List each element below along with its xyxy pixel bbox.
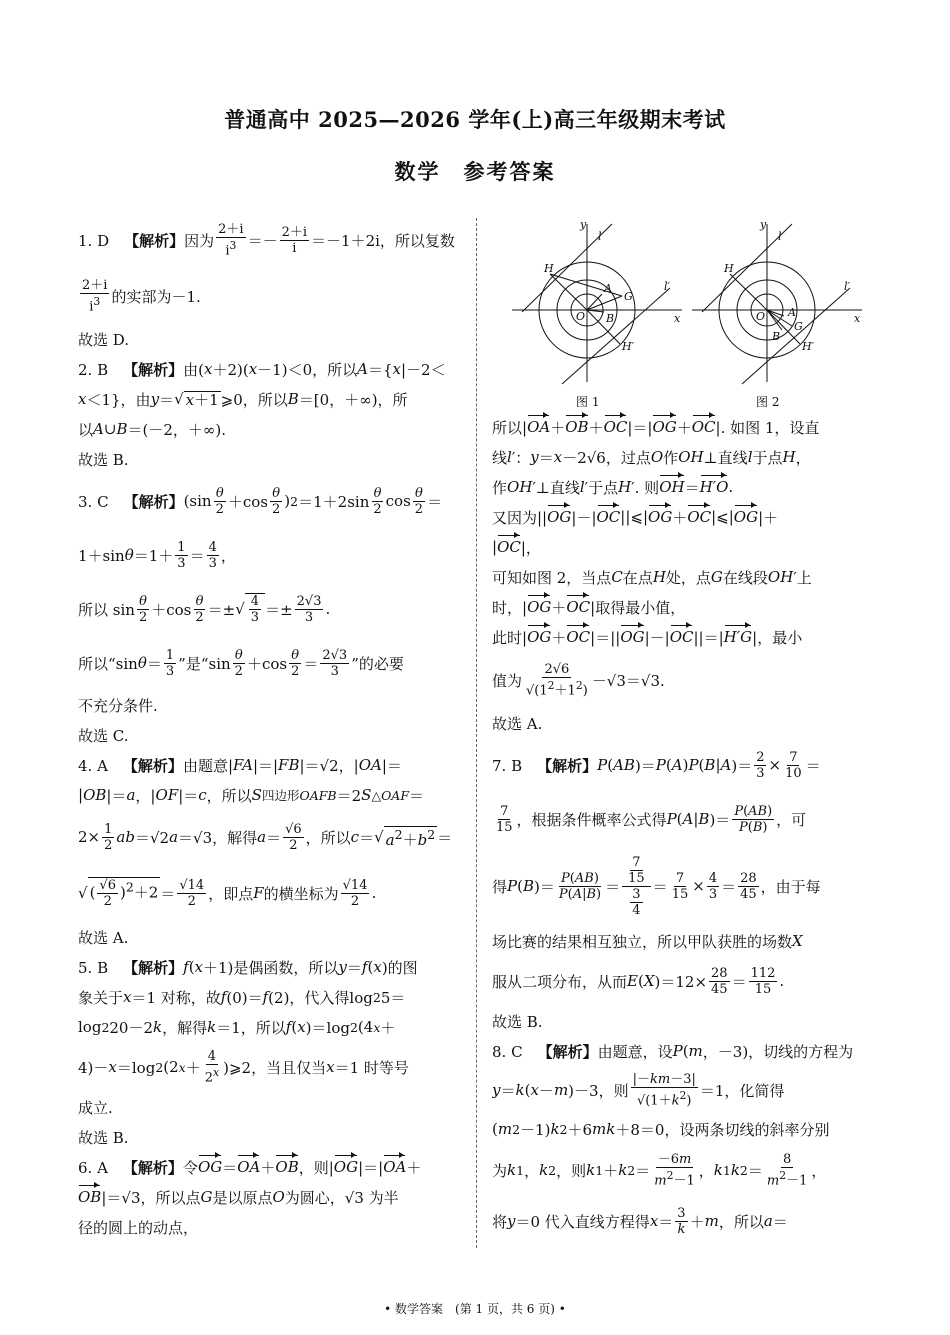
answer-line: 故选 A. (78, 928, 129, 947)
svg-text:B: B (606, 312, 615, 325)
answer-line: 为 k 1 ， k 2 ，则 k 1 ＋ k 2 ＝ $\frac{-6m}{m^2-1}$ ， k 1 k 2 ＝ $\frac{8}{m^2-1}$ ， (492, 1151, 827, 1189)
exam-title: 普通高中 2025—2026 学年(上)高三年级期末考试 (224, 107, 726, 132)
svg-text:A: A (788, 306, 796, 319)
answer-line: 线 l ′： y ＝ x －2√6，过点 O 作 OH ⊥直线 l 于点 H ， (492, 448, 811, 467)
svg-text:O: O (576, 310, 586, 323)
answer-line: 所以| OA ＋ OB ＋ OC |＝| OG ＋ OC |. 如图 1，设直 (492, 418, 820, 437)
answer-line: 将 y ＝0 代入直线方程得 x ＝ $\frac{3}{k}$ ＋ m ，所以 a ＝ (492, 1205, 788, 1237)
answer-line: x ＜1}，由 y ＝ √ x＋1 ⩾0，所以 B ＝[0，＋∞)，所 (78, 390, 408, 409)
answer-line: 可知如图 2，当点 C 在点 H 处，点 G 在线段 OH ′上 (492, 568, 812, 587)
answer-line: 所以“sin θ ＝ $\frac{1}{3}$ ”是“sin $\frac{\theta}{2}$ ＋cos $\frac{\theta}{2}$ ＝ $\frac{2√3}{3}$ ”的必要 (78, 647, 404, 679)
answer-line: 场比赛的结果相互独立，所以甲队获胜的场数 X (492, 932, 803, 951)
answer-line: 3. C 【解析】 (sin $\frac{\theta}{2}$ ＋cos $\frac{\theta}{2}$ ) 2 ＝1＋2sin $\frac{\theta}{2}$ cos $\frac{\theta}{2}$ ＝ (78, 485, 443, 517)
answer-line: $\frac{7}{15}$ ，根据条件概率公式得 P ( A | B )＝ $\frac{P(AB)}{P(B)}$ ，可 (496, 803, 807, 835)
answer-line: 4)－ x ＝log 2 (2 x ＋ $\frac{4}{2^x}$ )⩾2，当且仅当 x ＝1 时等号 (78, 1048, 409, 1086)
answer-line: 7. B 【解析】 P ( AB )＝ P ( A ) P ( B | A )＝ $\frac{2}{3}$ × $\frac{7}{10}$ ＝ (492, 749, 821, 781)
answer-line: 时，| OG ＋ OC |取得最小值， (492, 598, 686, 617)
svg-text:x: x (674, 312, 681, 325)
answer-line: log 2 20－2 k ，解得 k ＝1，所以 f ( x )＝log 2 (4 x ＋ (78, 1018, 396, 1037)
answer-line: 故选 B. (492, 1012, 543, 1031)
svg-text:l′: l′ (664, 280, 671, 293)
answer-line: √ ( $\frac{√6}{2}$ )$^2$＋2 ＝ $\frac{√14}{2}$ ，即点 F 的横坐标为 $\frac{√14}{2}$ . (78, 877, 377, 909)
svg-text:H′: H′ (622, 340, 635, 353)
answer-line: 故选 D. (78, 330, 130, 349)
answer-line: 径的圆上的动点， (78, 1218, 199, 1237)
answer-line: 作 OH ′⊥直线 l ′于点 H ′. 则 OH ＝ H′O . (492, 478, 734, 497)
answer-line: 8. C 【解析】 由题意，设 P ( m ，－3)，切线的方程为 (492, 1042, 854, 1061)
answer-line: 故选 A. (492, 714, 543, 733)
column-divider (476, 218, 477, 1248)
answer-line: 4. A 【解析】 由题意| FA |＝| FB |＝√2，| OA |＝ (78, 756, 402, 775)
figure-1 (512, 224, 682, 384)
answer-line: 以 A ∪ B ＝(－2，＋∞). (78, 420, 226, 439)
svg-text:l: l (598, 230, 602, 243)
svg-text:H: H (724, 262, 734, 275)
figure-1-caption: 图 1 (576, 395, 600, 409)
svg-text:B: B (772, 330, 781, 343)
left-column (78, 212, 460, 1242)
answer-line: 不充分条件. (78, 696, 158, 715)
figures (492, 212, 874, 412)
svg-text:G: G (794, 320, 803, 333)
answer-line: 6. A 【解析】 令 OG ＝ OA ＋ OB ，则| OG |＝| OA ＋ (78, 1158, 422, 1177)
figure-pair (492, 212, 872, 412)
answer-line: 2× $\frac{1}{2}$ ab ＝√2 a ＝√3，解得 a ＝ $\frac{√6}{2}$ ，所以 c ＝ √ $a^2+b^2$ ＝ (78, 821, 453, 853)
answer-line: 此时| OG ＋ OC |＝|| OG |－| OC ||＝| H′G |，最小 (492, 628, 803, 647)
answer-line: 服从二项分布，从而 E ( X )＝12× $\frac{28}{45}$ ＝ $\frac{112}{15}$ . (492, 965, 785, 997)
answer-line: OB |＝√3，所以点 G 是以原点 O 为圆心，√3 为半 (78, 1188, 399, 1207)
answer-line: 故选 B. (78, 450, 129, 469)
svg-text:l: l (778, 230, 782, 243)
answer-line: 5. B 【解析】 f ( x ＋1)是偶函数，所以 y ＝ f ( x )的图 (78, 958, 418, 977)
answer-line: y ＝ k ( x － m )－3，则 $\frac{|-km-3|}{√(1+k^2)}$ ＝1，化简得 (492, 1071, 785, 1109)
answer-line: 象关于 x ＝1 对称，故 f (0)＝ f (2)，代入得log 2 5＝ (78, 988, 406, 1007)
svg-text:G: G (624, 290, 633, 303)
answer-line: | OB |＝ a ，| OF |＝ c ，所以 S 四边形OAFB ＝2 S △OAF ＝ (78, 786, 425, 805)
answer-line: 故选 C. (78, 726, 129, 745)
answer-line: 2. B 【解析】 由( x ＋2)( x －1)＜0，所以 A ＝{ x |－2＜ (78, 360, 446, 379)
answer-line: 成立. (78, 1098, 113, 1117)
right-column (492, 212, 874, 1246)
svg-text:H′: H′ (802, 340, 815, 353)
exam-subtitle: 数学 参考答案 (394, 159, 556, 184)
svg-text:H: H (544, 262, 554, 275)
page-footer: • 数学答案 (第 1 页，共 6 页) • (384, 1302, 566, 1316)
svg-text:y: y (580, 218, 587, 231)
answer-line: 1. D 【解析】 因为 $\frac{2+i}{i^3}$ ＝－ $\frac{2+i}{i}$ ＝－1＋2i，所以复数 (78, 221, 455, 259)
answer-line: 又因为|| OG |－| OC ||⩽| OG ＋ OC |⩽| OG |＋ (492, 508, 779, 527)
answer-line: 所以 sin $\frac{\theta}{2}$ ＋cos $\frac{\theta}{2}$ ＝± √ $\frac{4}{3}$ ＝± $\frac{2√3}{3}$ . (78, 593, 331, 625)
answer-line: 故选 B. (78, 1128, 129, 1147)
figure-2 (692, 224, 862, 384)
svg-text:x: x (854, 312, 861, 325)
answer-line: 得 P ( B )＝ $\frac{P(AB)}{P(A|B)}$ ＝ $\frac{\frac{7}{15}}{\frac{3}{4}}$ ＝ $\frac{7}{15}$ × $\frac{4}{3}$ ＝ $\frac{28}{45}$ ，由于每 (492, 854, 821, 918)
svg-text:l′: l′ (844, 280, 851, 293)
answer-line: | OC |， (492, 538, 541, 557)
answer-line: ( m 2 －1) k 2 ＋6 mk ＋8＝0，设两条切线的斜率分别 (492, 1120, 830, 1139)
figure-2-caption: 图 2 (756, 395, 780, 409)
answer-line: $\frac{2+i}{i^3}$ 的实部为－1. (82, 277, 201, 315)
answer-line: 值为 $\frac{2√6}{√(1^2+1^2)}$ －√3＝√3. (492, 661, 665, 699)
svg-text:y: y (760, 218, 767, 231)
answer-line: 1＋sin θ ＝1＋ $\frac{1}{3}$ ＝ $\frac{4}{3}$ ， (78, 539, 236, 571)
svg-text:A: A (604, 282, 612, 295)
svg-text:O: O (756, 310, 766, 323)
